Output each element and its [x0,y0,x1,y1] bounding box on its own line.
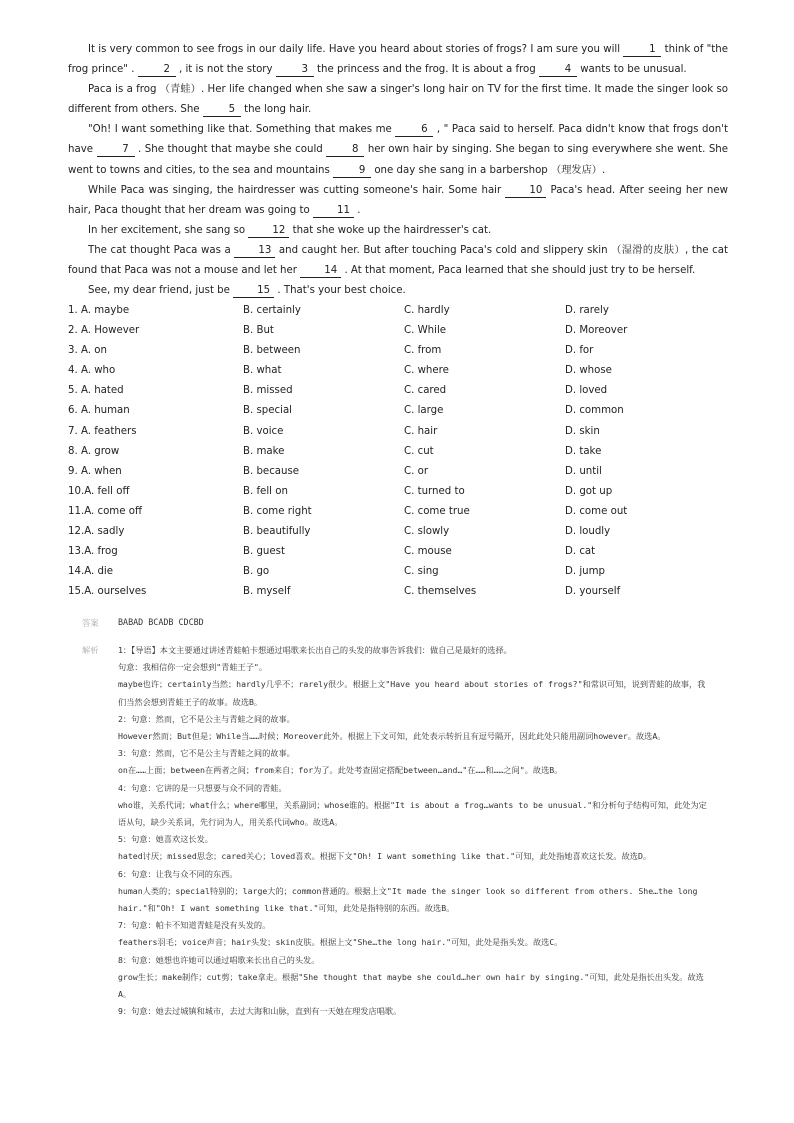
analysis-line: 7：句意：帕卡不知道青蛙是没有头发的。 [118,920,271,931]
option-row [68,341,728,361]
option-row [68,361,728,381]
blank-15: 15 [233,285,274,298]
option-a: 14.A. die [68,566,114,578]
option-d: D. rarely [565,305,609,316]
option-row [68,562,728,582]
blank-7: 7 [97,144,135,157]
analysis-line: hated讨厌；missed思念；cared关心；loved喜欢。根据下文"Oh! I want something like that."可知，此处指她喜欢这长发。故选D。 [118,851,652,862]
blank-1: 1 [623,44,661,57]
options-table [68,301,728,602]
option-c: C. turned to [404,485,465,497]
option-row [68,522,728,542]
option-d: D. common [565,405,624,417]
option-d: D. yourself [565,586,621,598]
option-c: C. from [404,345,442,357]
analysis-label: 解析 [82,645,99,655]
answer-value: BABAD BCADB CDCBD [118,617,204,627]
option-d: D. cat [565,546,596,558]
option-row [68,381,728,401]
option-b: B. because [243,465,300,477]
option-c: C. slowly [404,526,450,538]
option-c: C. come true [404,505,470,517]
option-d: D. skin [565,425,600,437]
option-row [68,462,728,482]
option-d: D. until [565,465,602,477]
option-b: B. fell on [243,485,288,497]
blank-5: 5 [203,104,241,117]
option-d: D. for [565,345,594,357]
analysis-line: maybe也许；certainly当然；hardly几乎不；rarely很少。根据上文"Have you heard about stories of frogs?"和常识可知，说到青蛙的故事，我们当然会想到青蛙王子的故事。故选B。 [118,679,706,707]
option-b: B. voice [243,425,284,437]
option-row [68,502,728,522]
option-a: 9. A. when [68,465,122,477]
option-b: B. missed [243,385,293,397]
option-b: B. myself [243,586,291,598]
option-b: B. what [243,365,282,377]
option-b: B. come right [243,505,312,517]
option-a: 4. A. who [68,365,116,377]
analysis-line: However然而；But但是；While当……时候；Moreover此外。根据上下文可知，此处表示转折且有逗号隔开，因此此处只能用副词however。故选A。 [118,731,666,742]
option-a: 12.A. sadly [68,526,125,538]
paragraph-7: See, my dear friend, just be 15 . That's your best choice. [88,285,406,297]
option-row [68,422,728,442]
cloze-passage [68,40,728,301]
option-c: C. While [404,325,447,337]
option-row [68,582,728,602]
option-c: C. cut [404,445,434,457]
blank-11: 11 [313,205,354,218]
option-b: B. special [243,405,293,417]
option-a: 10.A. fell off [68,485,130,497]
option-a: 15.A. ourselves [68,586,147,598]
option-row [68,301,728,321]
analysis-line: 3：句意：然而，它不是公主与青蛙之间的故事。 [118,748,295,759]
option-b: B. guest [243,546,285,558]
analysis-line: on在……上面；between在两者之间；from来自；for为了。此处考查固定搭配between…and…"在……和……之间"。故选B。 [118,765,563,776]
paragraph-5: In her excitement, she sang so 12 that she woke up the hairdresser's cat. [88,224,492,236]
option-a: 5. A. hated [68,385,124,397]
option-row [68,542,728,562]
option-a: 8. A. grow [68,445,120,457]
option-d: D. loved [565,385,608,397]
option-d: D. jump [565,566,605,578]
option-row [68,401,728,421]
option-b: B. certainly [243,305,301,316]
analysis-line: grow生长；make制作；cut剪；take拿走。根据"She thought that maybe she could…her own hair by singing."可知，此处是指长出头发。故选A。 [118,971,704,1000]
option-a: 3. A. on [68,345,107,357]
option-a: 2. A. However [68,325,140,337]
blank-10: 10 [505,185,546,198]
option-b: B. make [243,445,285,457]
analysis-section [82,642,710,1020]
analysis-line: 5：句意：她喜欢这长发。 [118,834,213,845]
option-row [68,442,728,462]
option-a: 13.A. frog [68,546,118,558]
option-d: D. whose [565,365,612,377]
paragraph-6: The cat thought Paca was a 13 and caught her. But after touching Paca's cold and slippery skin （湿滑的皮肤）, the cat found that Paca was not a mouse and let her 14 . At that moment, Paca learned that she should just try to be herself. [68,244,728,277]
option-c: C. hardly [404,305,450,316]
option-c: C. large [404,405,444,417]
option-c: C. hair [404,425,438,437]
analysis-line: human人类的；special特别的；large大的；common普通的。根据上文"It made the singer look so different from others. She…the long hair."和"Oh! I want something like that."可知，此处是指特别的东西。故选B。 [118,885,698,914]
option-row [68,482,728,502]
analysis-line: 2：句意：然而，它不是公主与青蛙之间的故事。 [118,713,295,724]
blank-6: 6 [395,124,433,137]
option-c: C. mouse [404,546,452,558]
blank-12: 12 [248,225,289,238]
blank-3: 3 [276,64,314,77]
option-d: D. come out [565,505,628,517]
analysis-line: 8：句意：她想也许她可以通过唱歌来长出自己的头发。 [118,954,320,965]
option-a: 11.A. come off [68,505,142,517]
analysis-line: 句意：我相信你一定会想到"青蛙王子"。 [118,662,268,673]
blank-9: 9 [333,165,371,178]
blank-8: 8 [326,144,364,157]
option-c: C. themselves [404,586,477,598]
analysis-line: 4：句意：它讲的是一只想要与众不同的青蛙。 [118,782,287,793]
blank-13: 13 [234,245,275,258]
option-c: C. or [404,465,429,477]
blank-2: 2 [138,64,176,77]
analysis-line: 1：【导语】本文主要通过讲述青蛙帕卡想通过唱歌来长出自己的头发的故事告诉我们：做自己是最好的选择。 [118,645,512,655]
option-a: 1. A. maybe [68,305,130,316]
analysis-line: 6：句意：让我与众不同的东西。 [118,868,238,879]
analysis-line: feathers羽毛；voice声音；hair头发；skin皮肤。根据上文"She…the long hair."可知，此处是指头发。故选C。 [118,937,563,948]
analysis-body [118,642,710,1020]
option-b: B. between [243,345,301,357]
option-c: C. sing [404,566,439,578]
option-b: B. beautifully [243,526,311,538]
option-b: B. go [243,566,270,578]
option-d: D. take [565,445,602,457]
option-a: 7. A. feathers [68,425,137,437]
option-b: B. But [243,325,274,337]
option-c: C. where [404,365,449,377]
option-d: D. Moreover [565,325,628,337]
option-c: C. cared [404,385,447,397]
option-a: 6. A. human [68,405,130,417]
analysis-line: 9：句意：她去过城镇和城市，去过大海和山脉，直到有一天她在理发店唱歌。 [118,1006,402,1017]
option-d: D. got up [565,485,613,497]
option-row [68,321,728,341]
analysis-line: who谁，关系代词；what什么；where哪里，关系副词；whose谁的。根据"It is about a frog…wants to be unusual."和分析句子结构可知，此处为定语从句，缺少关系词，先行词为人，用关系代词who。故选A。 [118,799,707,828]
option-d: D. loudly [565,526,611,538]
paragraph-3: "Oh! I want something like that. Something that makes me 6 , " Paca said to herself. Paca didn't know that frogs don't have 7 . She thought that maybe she could 8 her own hair by singing. She began to sing everywhere she went. She went to towns and cities, to the sea and mountains 9 one day she sang in a barbershop （理发店）. [68,124,729,176]
blank-4: 4 [539,64,577,77]
answer-label: 答案 [82,618,99,628]
paragraph-4: While Paca was singing, the hairdresser was cutting someone's hair. Some hair 10 Paca's head. After seeing her new hair, Paca thought that her dream was going to 11 . [68,184,728,216]
paragraph-1: It is very common to see frogs in our daily life. Have you heard about stories of frogs? I am sure you will 1 think of "the frog prince" . 2 , it is not the story 3 the princess and the frog. It is about a frog 4 wants to be unusual. [68,44,728,76]
paragraph-2: Paca is a frog （青蛙）. Her life changed when she saw a singer's long hair on TV for the first time. It made the singer look so different from others. She 5 the long hair. [68,84,728,116]
blank-14: 14 [300,265,341,278]
